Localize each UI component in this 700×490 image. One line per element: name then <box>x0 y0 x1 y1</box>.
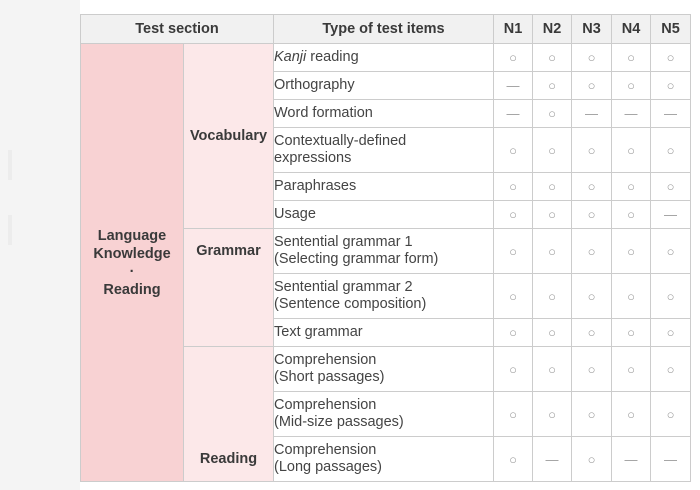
level-mark-n1: ○ <box>494 274 533 319</box>
level-mark-n5: — <box>651 100 691 128</box>
level-mark-n5: — <box>651 201 691 229</box>
header-level-n3: N3 <box>572 15 612 44</box>
level-mark-n1: ○ <box>494 347 533 392</box>
test-item-text: (Sentence composition) <box>274 296 427 312</box>
test-item-text: (Selecting grammar form) <box>274 251 439 267</box>
subsection-reading: Reading <box>184 347 274 482</box>
page-left-margin <box>0 0 80 490</box>
level-mark-n4: ○ <box>612 201 651 229</box>
test-item-text: reading <box>306 49 359 65</box>
level-mark-n2: ○ <box>533 392 572 437</box>
margin-mark <box>8 215 12 245</box>
level-mark-n2: ○ <box>533 44 572 72</box>
subsection-vocabulary: Vocabulary <box>184 44 274 229</box>
level-mark-n2: ○ <box>533 347 572 392</box>
level-mark-n2: ○ <box>533 173 572 201</box>
test-item-name <box>274 319 494 347</box>
section-label-line: Knowledge <box>93 245 171 262</box>
level-mark-n4: ○ <box>612 319 651 347</box>
level-mark-n5: — <box>651 437 691 482</box>
level-mark-n1: ○ <box>494 437 533 482</box>
level-mark-n5: ○ <box>651 128 691 173</box>
level-mark-n3: ○ <box>572 44 612 72</box>
level-mark-n5: ○ <box>651 274 691 319</box>
test-item-name <box>274 128 494 173</box>
level-mark-n2: ○ <box>533 229 572 274</box>
level-mark-n5: ○ <box>651 44 691 72</box>
test-item-name <box>274 201 494 229</box>
test-item-text: Paraphrases <box>274 178 357 194</box>
test-item-text: Word formation <box>274 105 373 121</box>
header-level-n1: N1 <box>494 15 533 44</box>
level-mark-n3: ○ <box>572 229 612 274</box>
level-mark-n4: ○ <box>612 347 651 392</box>
section-language-knowledge-reading <box>81 44 184 482</box>
level-mark-n1: ○ <box>494 392 533 437</box>
level-mark-n5: ○ <box>651 173 691 201</box>
test-item-name <box>274 44 494 72</box>
level-mark-n4: — <box>612 100 651 128</box>
level-mark-n4: — <box>612 437 651 482</box>
test-item-text: (Long passages) <box>274 459 383 475</box>
level-mark-n1: ○ <box>494 173 533 201</box>
header-level-n4: N4 <box>612 15 651 44</box>
level-mark-n5: ○ <box>651 392 691 437</box>
level-mark-n1: — <box>494 100 533 128</box>
test-item-text: Sentential grammar 2 <box>274 279 413 295</box>
level-mark-n1: ○ <box>494 201 533 229</box>
test-item-text: (Short passages) <box>274 369 385 385</box>
header-test-section: Test section <box>81 15 274 44</box>
level-mark-n2: — <box>533 437 572 482</box>
level-mark-n2: ○ <box>533 201 572 229</box>
test-item-name <box>274 229 494 274</box>
level-mark-n3: ○ <box>572 201 612 229</box>
test-items-table <box>80 14 691 482</box>
table-row <box>81 44 691 72</box>
level-mark-n1: ○ <box>494 44 533 72</box>
test-item-name <box>274 72 494 100</box>
level-mark-n1: ○ <box>494 128 533 173</box>
level-mark-n5: ○ <box>651 72 691 100</box>
level-mark-n4: ○ <box>612 173 651 201</box>
test-item-name <box>274 100 494 128</box>
level-mark-n2: ○ <box>533 274 572 319</box>
section-label-line: Language <box>97 227 167 244</box>
header-level-n5: N5 <box>651 15 691 44</box>
level-mark-n4: ○ <box>612 128 651 173</box>
test-item-name <box>274 274 494 319</box>
level-mark-n3: ○ <box>572 392 612 437</box>
level-mark-n3: ○ <box>572 274 612 319</box>
test-item-text: Comprehension <box>274 442 377 458</box>
level-mark-n5: ○ <box>651 319 691 347</box>
section-label-line: Reading <box>103 281 161 298</box>
level-mark-n3: ○ <box>572 319 612 347</box>
level-mark-n2: ○ <box>533 128 572 173</box>
test-item-text: Sentential grammar 1 <box>274 234 413 250</box>
level-mark-n4: ○ <box>612 229 651 274</box>
level-mark-n3: ○ <box>572 72 612 100</box>
level-mark-n2: ○ <box>533 100 572 128</box>
level-mark-n3: — <box>572 100 612 128</box>
test-item-italic-text: Kanji <box>274 49 307 65</box>
level-mark-n3: ○ <box>572 173 612 201</box>
level-mark-n4: ○ <box>612 72 651 100</box>
level-mark-n3: ○ <box>572 128 612 173</box>
level-mark-n3: ○ <box>572 347 612 392</box>
level-mark-n5: ○ <box>651 229 691 274</box>
level-mark-n4: ○ <box>612 44 651 72</box>
test-item-text: Comprehension <box>274 352 377 368</box>
test-item-text: Text grammar <box>274 324 363 340</box>
level-mark-n3: ○ <box>572 437 612 482</box>
level-mark-n4: ○ <box>612 274 651 319</box>
test-item-text: Contextually-defined <box>274 133 407 149</box>
test-item-name <box>274 437 494 482</box>
level-mark-n2: ○ <box>533 72 572 100</box>
margin-mark <box>8 150 12 180</box>
test-item-text: Comprehension <box>274 397 377 413</box>
test-item-name <box>274 392 494 437</box>
header-row <box>81 15 691 44</box>
level-mark-n1: ○ <box>494 319 533 347</box>
level-mark-n4: ○ <box>612 392 651 437</box>
level-mark-n1: ○ <box>494 229 533 274</box>
level-mark-n1: — <box>494 72 533 100</box>
header-type-of-test-items: Type of test items <box>274 15 494 44</box>
test-item-text: Usage <box>274 206 316 222</box>
test-item-text: (Mid-size passages) <box>274 414 404 430</box>
subsection-grammar: Grammar <box>184 229 274 347</box>
section-label-line: · <box>129 263 135 280</box>
level-mark-n5: ○ <box>651 347 691 392</box>
test-item-text: expressions <box>274 150 352 166</box>
test-item-text: Orthography <box>274 77 355 93</box>
header-level-n2: N2 <box>533 15 572 44</box>
test-item-name <box>274 347 494 392</box>
test-item-name <box>274 173 494 201</box>
level-mark-n2: ○ <box>533 319 572 347</box>
